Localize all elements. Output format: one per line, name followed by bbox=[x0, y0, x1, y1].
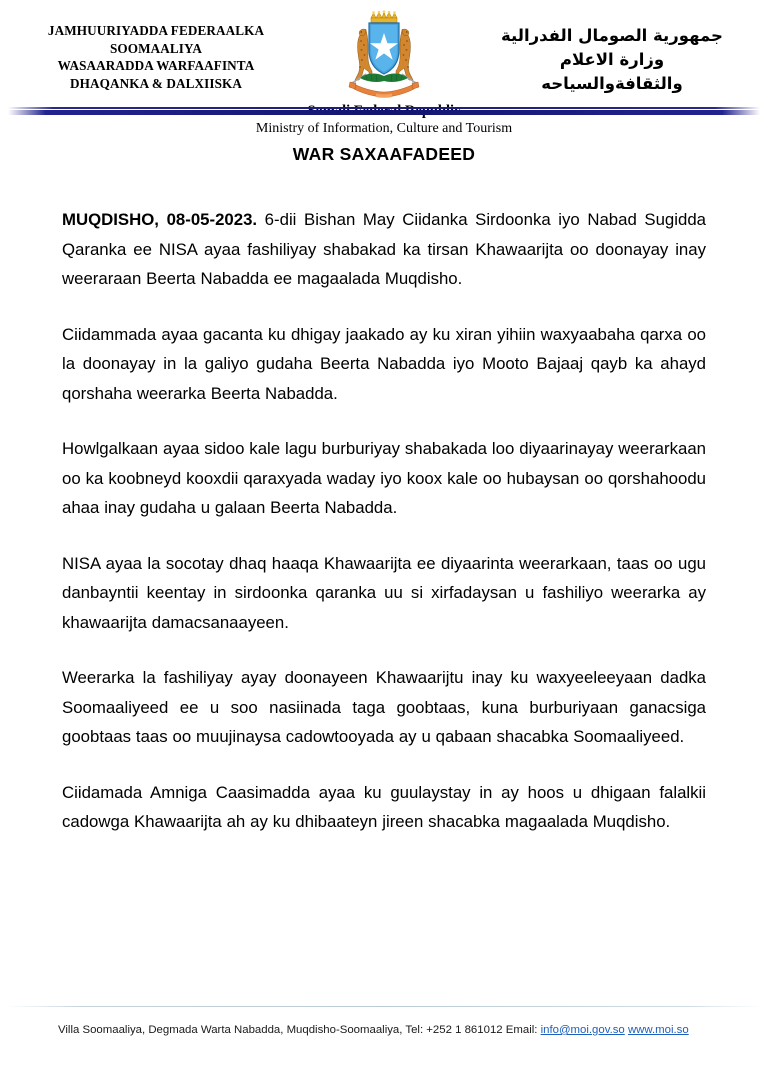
letterhead-arabic-line-2: وزارة الاعلام bbox=[559, 50, 665, 69]
header-divider-thin-line bbox=[8, 107, 760, 109]
paragraph-6: Ciidamada Amniga Caasimadda ayaa ku guulaystay in ay hoos u dhigaan falalkii cadowga Khawaarijta ah ay ku dhibaateyn jireen shacabka magaalada Muqdisho. bbox=[62, 782, 706, 831]
letterhead-somali-line-2: SOOMAALIYA bbox=[109, 40, 203, 56]
letterhead-somali-line-1: JAMHUURIYADDA FEDERAALKA bbox=[47, 23, 265, 38]
letterhead-somali-line-4: DHAQANKA & DALXIISKA bbox=[70, 75, 242, 91]
footer bbox=[0, 1006, 768, 1086]
somali-coat-of-arms-icon bbox=[336, 10, 432, 102]
letterhead-arabic-line-3: والثقافةوالسياحه bbox=[541, 74, 683, 93]
page-title: WAR SAXAAFADEED bbox=[292, 144, 476, 164]
footer-contact-line bbox=[0, 1023, 768, 1038]
dateline: MUQDISHO, 08-05-2023. bbox=[62, 210, 258, 229]
paragraph-3: Howlgalkaan ayaa sidoo kale lagu burburiyay shabakada loo diyaarinayay weerarkaan oo ka koobneyd kooxdii qaraxyada waday iyo koox kale oo hubaysan oo qorshahoodu ahaa inay gudaha u galaan Beerta Nabadda. bbox=[62, 439, 706, 517]
letterhead-ministry-title: Ministry of Information, Culture and Tourism bbox=[255, 121, 513, 136]
paragraph-5: Weerarka la fashiliyay ayay doonayeen Khawaarijtu inay ku waxyeeleeyaan dadka Soomaaliyeed ee u soo nasiinada taga goobtaas, kuna burburiyaan ganacsiga goobtaas taas oo muujinaysa cadowtooyada ay u qabaan shacabka Soomaaliyeed. bbox=[62, 668, 706, 746]
footer-divider bbox=[6, 1006, 762, 1007]
letterhead-center-block bbox=[255, 10, 513, 138]
document-body bbox=[0, 144, 768, 837]
letterhead-somali-block bbox=[22, 14, 290, 92]
letterhead-somali-line-3: WASAARADDA WARFAAFINTA bbox=[57, 58, 255, 73]
paragraph-2: Ciidammada ayaa gacanta ku dhigay jaakado ay ku xiran yihiin waxyaabaha qarxa oo la doonayay in la galiyo gudaha Beerta Nabadda iyo Mooto Bajaaj qayb ka ahayd qorshaha weerarka Beerta Nabadda. bbox=[62, 324, 706, 403]
footer-email-link[interactable]: info@moi.gov.so bbox=[540, 1024, 625, 1036]
letterhead bbox=[0, 0, 768, 136]
paragraph-1-text: 6-dii Bishan May Ciidanka Sirdoonka iyo Nabad Sugidda Qaranka ee NISA ayaa fashiliyay shabakad ka tirsan Khawaarijta oo doonayay inay weeraraan Beerta Nabadda ee magaalada Muqdisho. bbox=[62, 210, 706, 288]
paragraph-4: NISA ayaa la socotay dhaq haaqa Khawaarijta ee diyaarinta weerarkaan, taas oo ugu danbayntii keentay in sirdoonka qaranka uu si xirfadaysan u fashiliyo weerarka ay khawaarijta damacsanaayeen. bbox=[62, 553, 706, 632]
letterhead-arabic-line-1: جمهورية الصومال الفدرالية bbox=[501, 26, 723, 45]
header-divider-thick-line bbox=[8, 110, 760, 115]
letterhead-arabic-block bbox=[478, 14, 746, 96]
footer-website-link[interactable]: www.moi.so bbox=[627, 1024, 689, 1036]
header-divider bbox=[8, 107, 760, 116]
paragraph-1 bbox=[62, 205, 706, 294]
footer-address: Villa Soomaaliya, Degmada Warta Nabadda, Muqdisho-Soomaaliya, Tel: +252 1 861012 Email: bbox=[58, 1024, 538, 1036]
